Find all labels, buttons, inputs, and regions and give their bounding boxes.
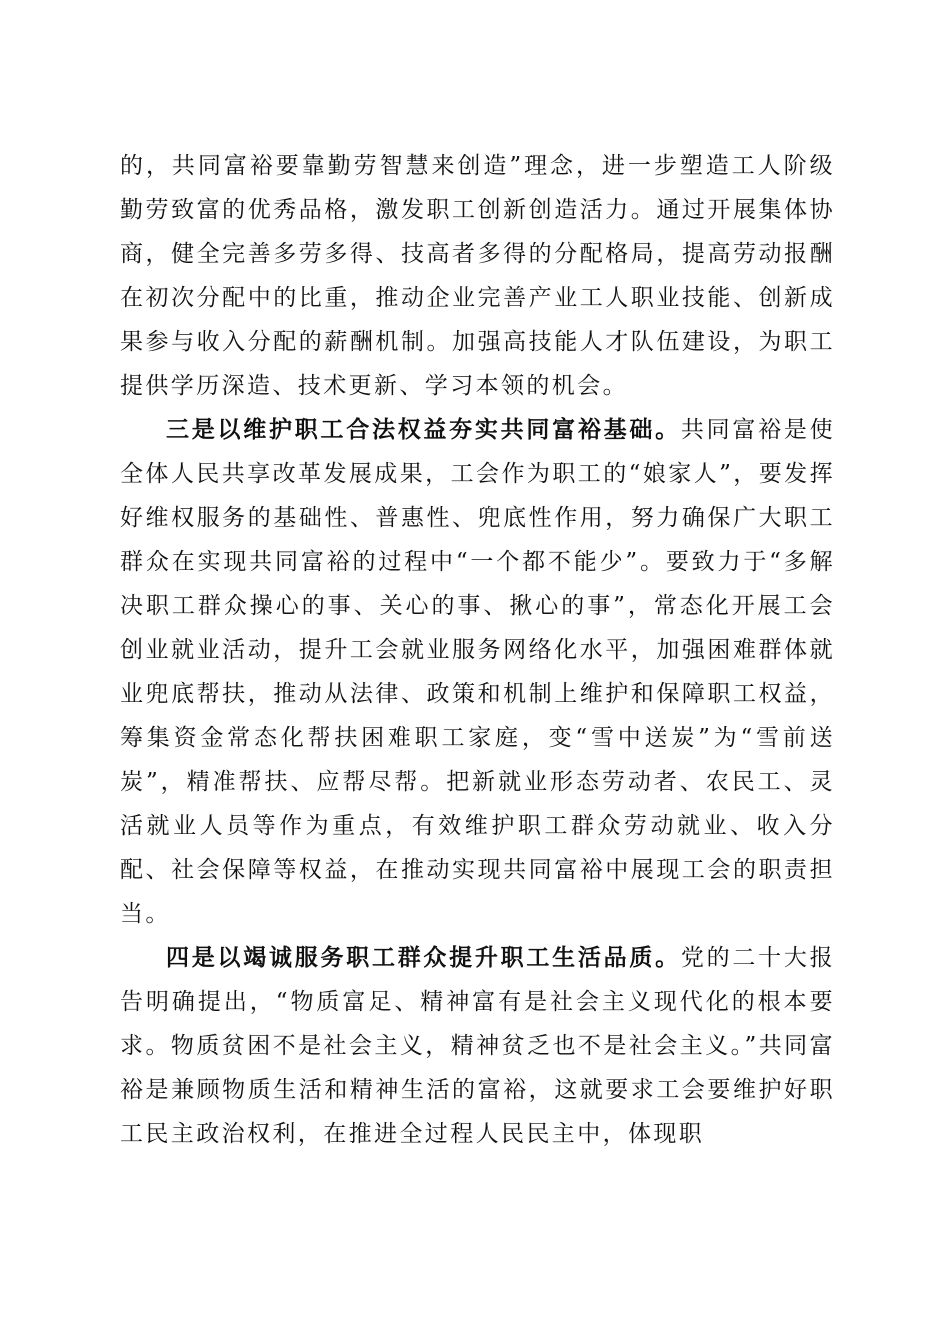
paragraph-point-three [120,408,835,936]
body-text [120,144,835,1156]
paragraph-text: 的，共同富裕要靠勤劳智慧来创造”理念，进一步塑造工人阶级勤劳致富的优秀品格，激发职工创新创造活力。通过开展集体协商，健全完善多劳多得、技高者多得的分配格局，提高劳动报酬在初次分配中的比重，推动企业完善产业工人职业技能、创新成果参与收入分配的薪酬机制。加强高技能人才队伍建设，为职工提供学历深造、技术更新、学习本领的机会。 [120,153,835,399]
paragraph-point-four [120,936,835,1156]
paragraph-continuation [120,144,835,408]
paragraph-text: 党的二十大报告明确提出，“物质富足、精神富有是社会主义现代化的根本要求。物质贫困不是社会主义，精神贫乏也不是社会主义。”共同富裕是兼顾物质生活和精神生活的富裕，这就要求工会要维护好职工民主政治权利，在推进全过程人民民主中，体现职 [120,945,835,1147]
paragraph-text: 共同富裕是使全体人民共享改革发展成果，工会作为职工的“娘家人”，要发挥好维权服务的基础性、普惠性、兜底性作用，努力确保广大职工群众在实现共同富裕的过程中“一个都不能少”。要致力于“多解决职工群众操心的事、关心的事、揪心的事”，常态化开展工会创业就业活动，提升工会就业服务网络化水平，加强困难群体就业兜底帮扶，推动从法律、政策和机制上维护和保障职工权益，筹集资金常态化帮扶困难职工家庭，变“雪中送炭”为“雪前送炭”，精准帮扶、应帮尽帮。把新就业形态劳动者、农民工、灵活就业人员等作为重点，有效维护职工群众劳动就业、收入分配、社会保障等权益，在推动实现共同富裕中展现工会的职责担当。 [120,417,835,927]
paragraph-lead-heading: 三是以维护职工合法权益夯实共同富裕基础。 [166,416,681,443]
paragraph-lead-heading: 四是以竭诚服务职工群众提升职工生活品质。 [166,944,681,971]
